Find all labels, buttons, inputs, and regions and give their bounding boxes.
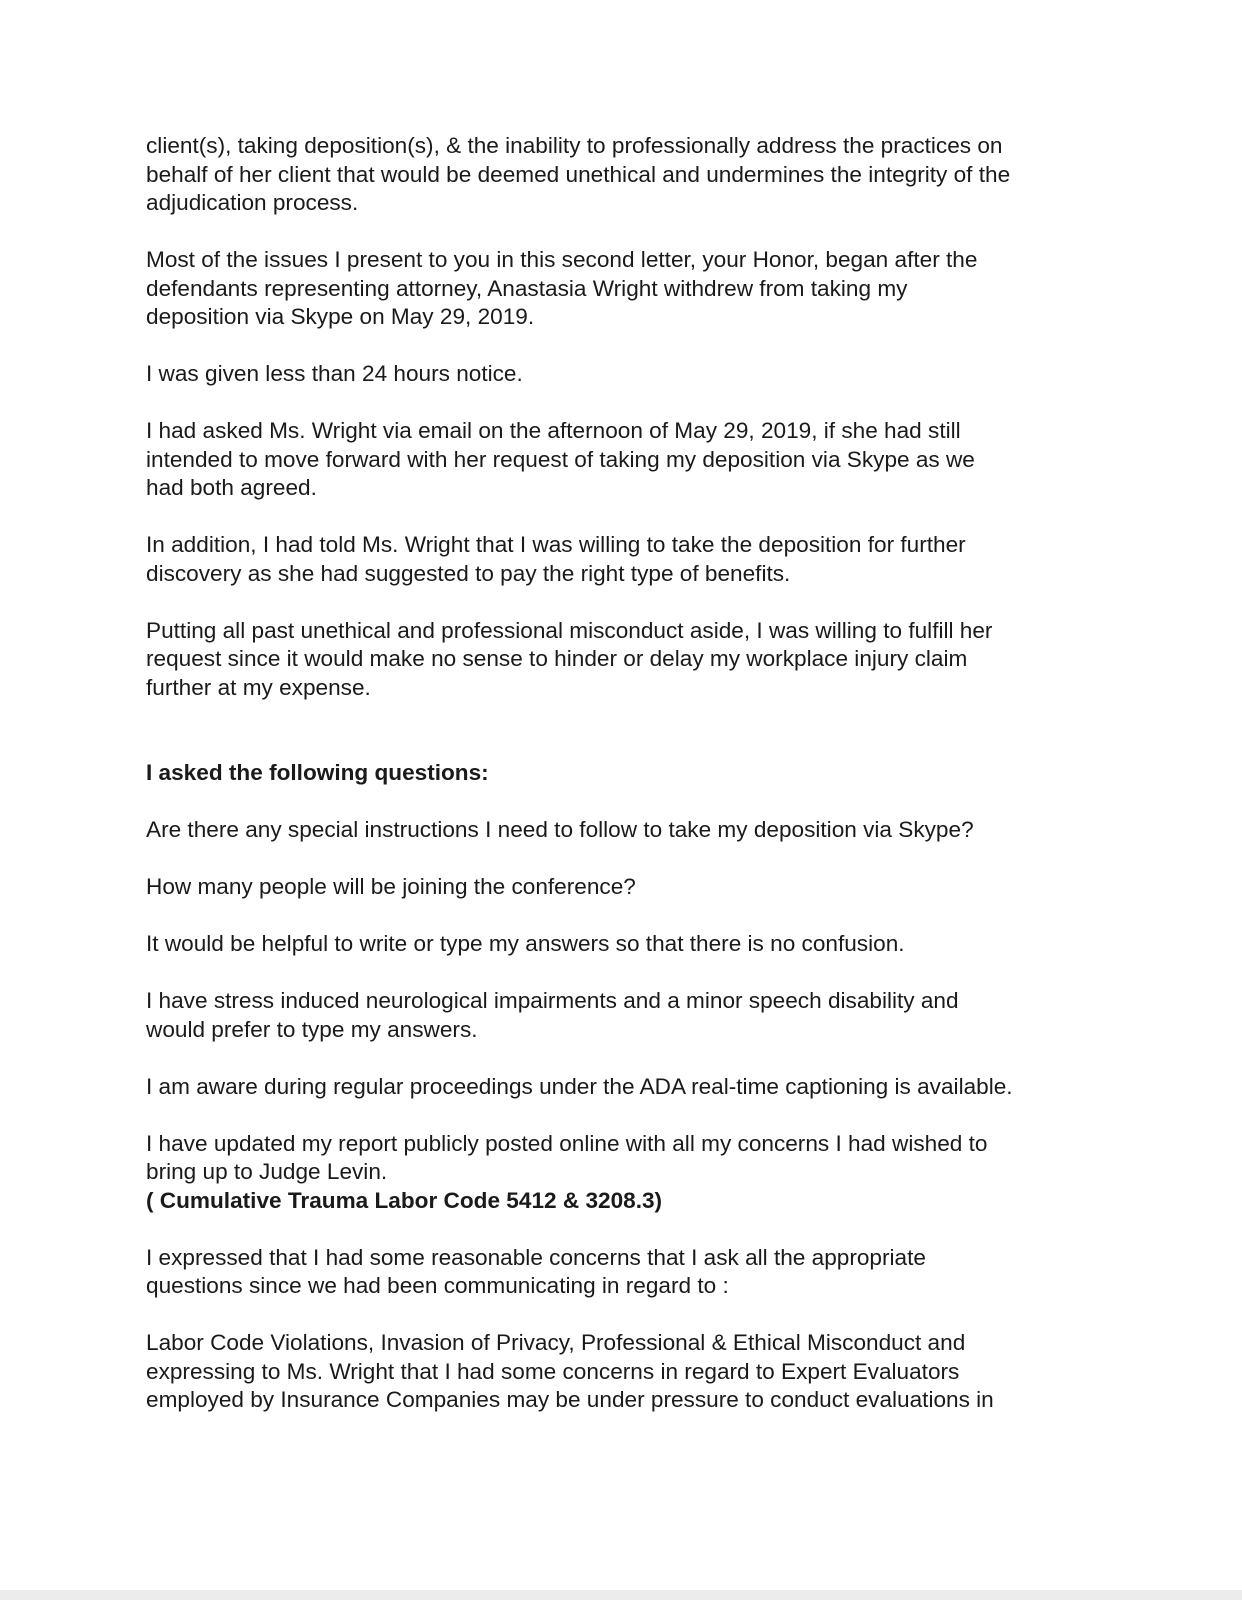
paragraph-intro-continuation: client(s), taking deposition(s), & the inability to professionally address the practices on behalf of her client that would be deemed unethical and undermines the integrity of the adjudication process. <box>146 133 1011 215</box>
paragraph-violations: Labor Code Violations, Invasion of Privacy, Professional & Ethical Misconduct and expressing to Ms. Wright that I had some concerns in regard to Expert Evaluators employed by Insurance Companies may be under pressure to conduct evaluations in <box>146 1330 994 1412</box>
paragraph-report-update: I have updated my report publicly posted online with all my concerns I had wished to bring up to Judge Levin. <box>146 1130 988 1184</box>
paragraph-notice: I was given less than 24 hours notice. <box>146 361 523 386</box>
paragraph-type-answers: It would be helpful to write or type my answers so that there is no confusion. <box>146 931 905 956</box>
paragraph-issues: Most of the issues I present to you in this second letter, your Honor, began after the defendants representing attorney, Anastasia Wright withdrew from taking my deposition via Skype on May 29, 2019. <box>146 247 978 329</box>
paragraph-ada-captioning: I am aware during regular proceedings under the ADA real-time captioning is available. <box>146 1073 1013 1099</box>
document-body <box>146 132 1096 1415</box>
question-special-instructions: Are there any special instructions I need to follow to take my deposition via Skype? <box>146 817 974 842</box>
paragraph-impairments: I have stress induced neurological impairments and a minor speech disability and would prefer to type my answers. <box>146 988 959 1042</box>
paragraph-concerns: I expressed that I had some reasonable concerns that I ask all the appropriate questions since we had been communicating in regard to : <box>146 1244 926 1298</box>
labor-code-reference: ( Cumulative Trauma Labor Code 5412 & 3208.3) <box>146 1187 663 1213</box>
page-bottom-edge <box>0 1590 1242 1600</box>
question-people-joining: How many people will be joining the conference? <box>146 874 636 899</box>
paragraph-willingness: In addition, I had told Ms. Wright that I was willing to take the deposition for further discovery as she had suggested to pay the right type of benefits. <box>146 532 966 586</box>
paragraph-misconduct-aside: Putting all past unethical and professional misconduct aside, I was willing to fulfill her request since it would make no sense to hinder or delay my workplace injury claim further at my expense. <box>146 617 993 700</box>
paragraph-email-request: I had asked Ms. Wright via email on the afternoon of May 29, 2019, if she had still intended to move forward with her request of taking my deposition via Skype as we had both agreed. <box>146 418 975 500</box>
section-heading-questions: I asked the following questions: <box>146 760 489 785</box>
